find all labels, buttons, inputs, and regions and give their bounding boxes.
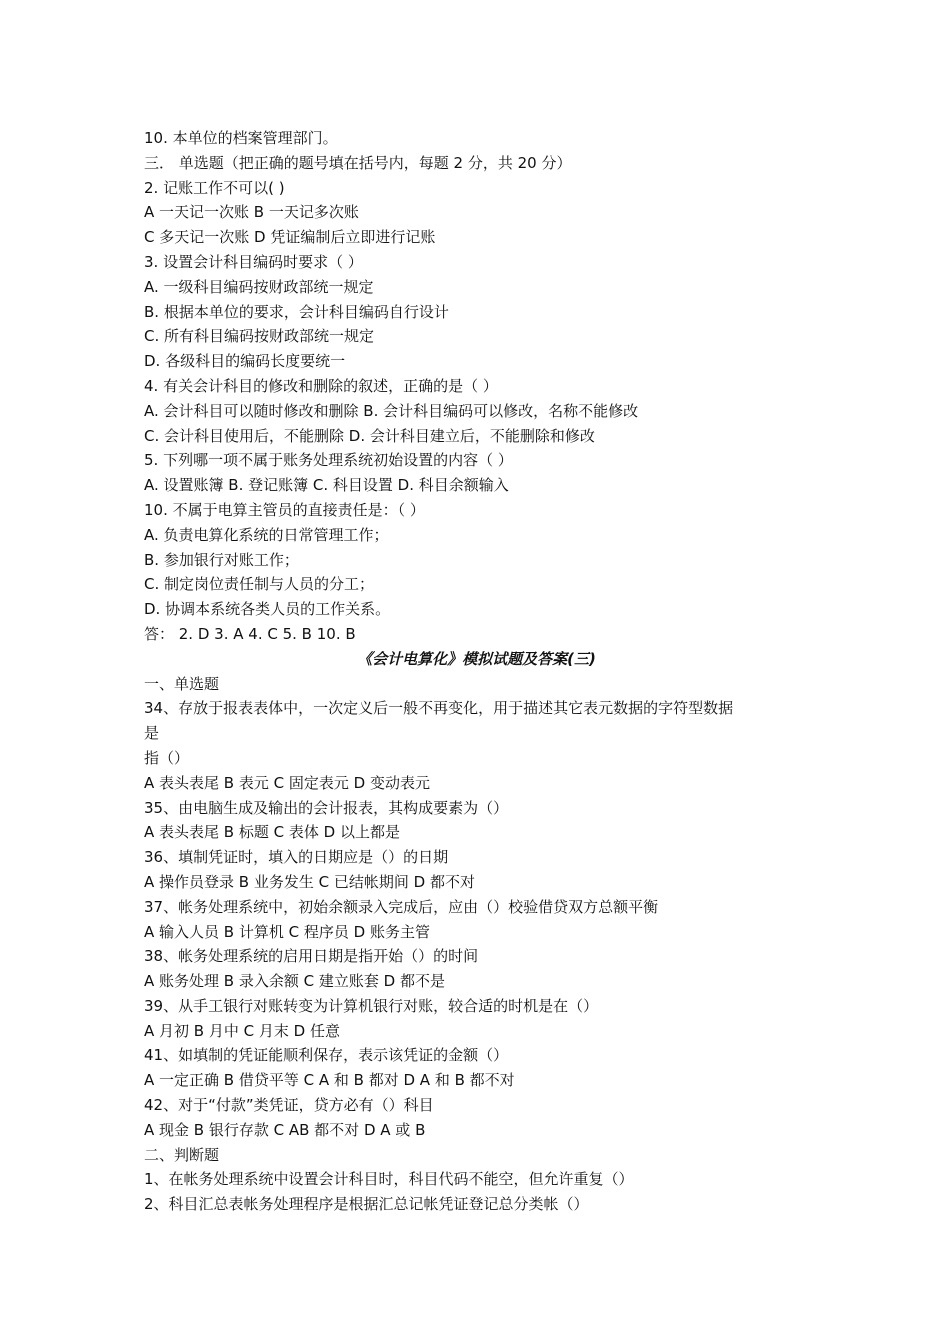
question: 37、帐务处理系统中，初始余额录入完成后，应由（）校验借贷双方总额平衡 — [144, 897, 659, 916]
options: A 输入人员 B 计算机 C 程序员 D 账务主管 — [144, 922, 430, 941]
options: C 多天记一次账 D 凭证编制后立即进行记账 — [144, 228, 436, 247]
options: A 表头表尾 B 标题 C 表体 D 以上都是 — [144, 823, 400, 842]
options: A. 设置账簿 B. 登记账簿 C. 科目设置 D. 科目余额输入 — [144, 476, 509, 495]
section-heading: 二、判断题 — [144, 1145, 220, 1164]
option: A. 负责电算化系统的日常管理工作； — [144, 525, 389, 544]
question: 35、由电脑生成及输出的会计报表，其构成要素为（） — [144, 798, 509, 817]
question: 42、对于“付款”类凭证，贷方必有（）科目 — [144, 1096, 434, 1115]
option: D. 各级科目的编码长度要统一 — [144, 352, 346, 371]
section-heading: 三． 单选题（把正确的题号填在括号内，每题 2 分，共 20 分） — [144, 153, 572, 172]
option: B. 根据本单位的要求，会计科目编码自行设计 — [144, 302, 449, 321]
options: A 现金 B 银行存款 C AB 都不对 D A 或 B — [144, 1120, 426, 1139]
options: C. 会计科目使用后，不能删除 D. 会计科目建立后，不能删除和修改 — [144, 426, 595, 445]
option: D. 协调本系统各类人员的工作关系。 — [144, 600, 391, 619]
question: 4. 有关会计科目的修改和删除的叙述，正确的是（ ） — [144, 376, 498, 395]
question-continuation: 是 — [144, 724, 160, 743]
question: 41、如填制的凭证能顺利保存，表示该凭证的金额（） — [144, 1046, 509, 1065]
options: A. 会计科目可以随时修改和删除 B. 会计科目编码可以修改，名称不能修改 — [144, 401, 639, 420]
question: 10. 不属于电算主管员的直接责任是：（ ） — [144, 500, 425, 519]
options: A 账务处理 B 录入余额 C 建立账套 D 都不是 — [144, 972, 445, 991]
document-title: 《会计电算化》模拟试题及答案(三) — [357, 649, 596, 668]
text-line: 10. 本单位的档案管理部门。 — [144, 129, 338, 147]
question: 38、帐务处理系统的启用日期是指开始（）的时间 — [144, 947, 479, 966]
question: 5. 下列哪一项不属于账务处理系统初始设置的内容（ ） — [144, 451, 513, 470]
options: A 月初 B 月中 C 月末 D 任意 — [144, 1021, 340, 1040]
option: C. 制定岗位责任制与人员的分工； — [144, 575, 375, 594]
document-page — [144, 126, 809, 1217]
question: 1、在帐务处理系统中设置会计科目时，科目代码不能空，但允许重复（） — [144, 1170, 634, 1189]
answer-key: 答： 2. D 3. A 4. C 5. B 10. B — [144, 624, 356, 643]
question: 34、存放于报表表体中，一次定义后一般不再变化，用于描述其它表元数据的字符型数据 — [144, 699, 734, 718]
question: 36、填制凭证时，填入的日期应是（）的日期 — [144, 848, 449, 867]
question-continuation: 指（） — [144, 748, 190, 767]
option: B. 参加银行对账工作； — [144, 550, 299, 569]
option: A. 一级科目编码按财政部统一规定 — [144, 277, 374, 296]
options: A 一天记一次账 B 一天记多次账 — [144, 203, 359, 222]
options: A 表头表尾 B 表元 C 固定表元 D 变动表元 — [144, 773, 430, 792]
question: 2. 记账工作不可以( ) — [144, 178, 285, 197]
option: C. 所有科目编码按财政部统一规定 — [144, 327, 375, 346]
options: A 操作员登录 B 业务发生 C 已结帐期间 D 都不对 — [144, 872, 475, 891]
question: 2、科目汇总表帐务处理程序是根据汇总记帐凭证登记总分类帐（） — [144, 1195, 589, 1214]
section-heading: 一、单选题 — [144, 674, 220, 693]
question: 39、从手工银行对账转变为计算机银行对账，较合适的时机是在（） — [144, 996, 599, 1015]
question: 3. 设置会计科目编码时要求（ ） — [144, 252, 363, 271]
options: A 一定正确 B 借贷平等 C A 和 B 都对 D A 和 B 都不对 — [144, 1071, 515, 1090]
